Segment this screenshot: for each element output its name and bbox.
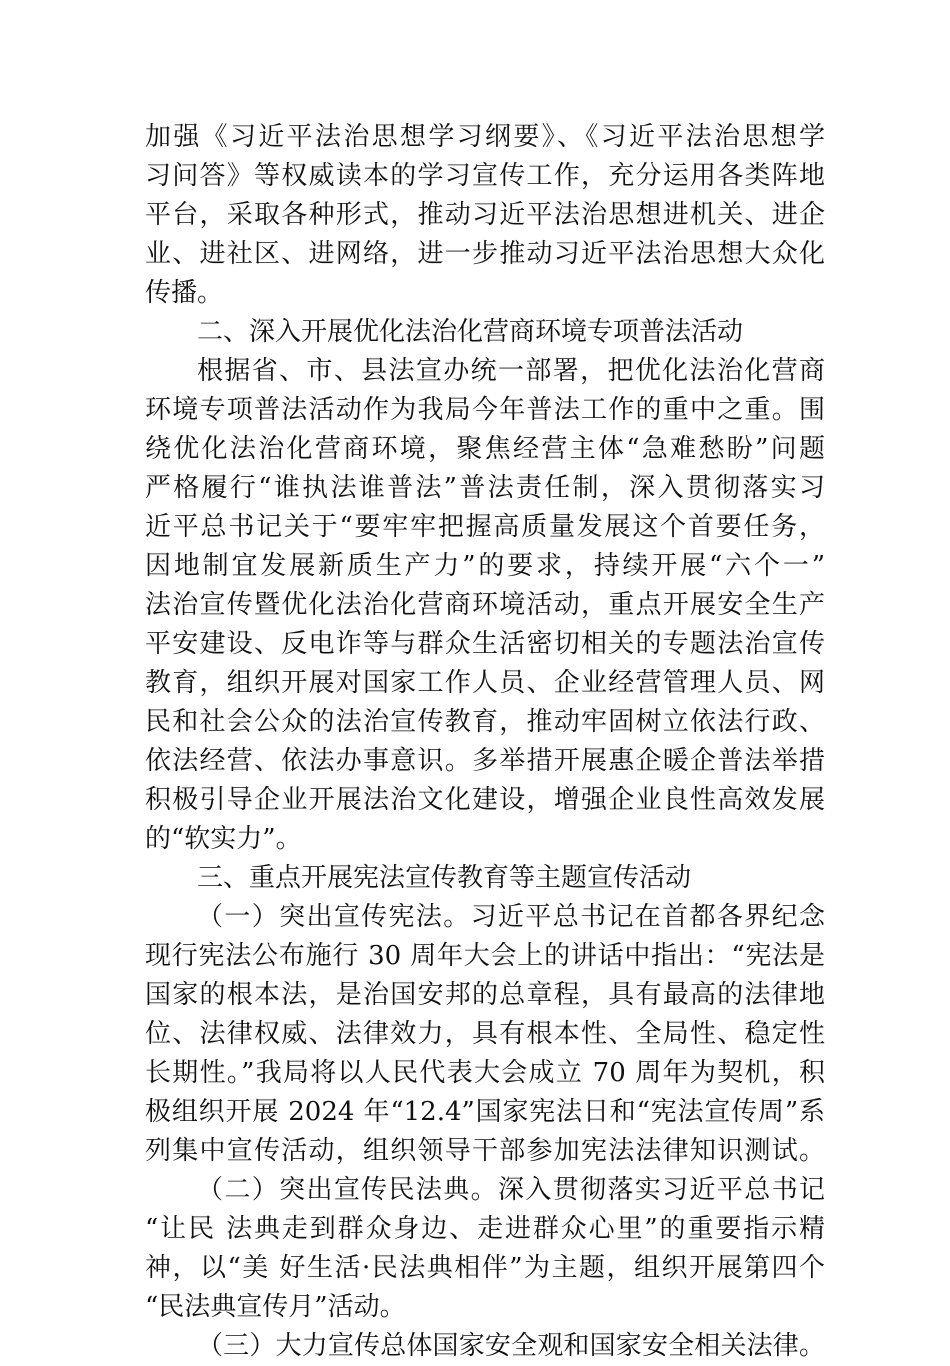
document-line: 三、重点开展宪法宣传教育等主题宣传活动 — [197, 863, 692, 893]
document-line: 列集中宣传活动，组织领导干部参加宪法法律知识测试。 — [145, 1136, 825, 1166]
document-line: 依法经营、依法办事意识。多举措开展惠企暖企普法举措 — [145, 746, 825, 776]
document-line: （一）突出宣传宪法。习近平总书记在首都各界纪念 — [197, 902, 825, 932]
document-line: 习问答》等权威读本的学习宣传工作，充分运用各类阵地 — [145, 161, 825, 191]
document-line: 平台，采取各种形式，推动习近平法治思想进机关、进企 — [145, 200, 825, 230]
document-line: 位、法律权威、法律效力，具有根本性、全局性、稳定性 — [145, 1019, 825, 1049]
document-line: 因地制宜发展新质生产力”的要求，持续开展“六个一” — [145, 551, 825, 581]
document-line: 现行宪法公布施行 30 周年大会上的讲话中指出：“宪法是 — [145, 941, 825, 971]
document-line: “让民 法典走到群众身边、走进群众心里”的重要指示精 — [145, 1214, 825, 1244]
document-line: 根据省、市、县法宣办统一部署，把优化法治化营商 — [197, 356, 825, 386]
document-line: （二）突出宣传民法典。深入贯彻落实习近平总书记 — [197, 1175, 825, 1205]
document-line: 环境专项普法活动作为我局今年普法工作的重中之重。围 — [145, 395, 825, 425]
document-line: （三）大力宣传总体国家安全观和国家安全相关法律。 — [197, 1331, 825, 1361]
document-line: 教育，组织开展对国家工作人员、企业经营管理人员、网 — [145, 668, 825, 698]
document-line: 传播。 — [145, 278, 224, 308]
document-line: 民和社会公众的法治宣传教育，推动牢固树立依法行政、 — [145, 707, 825, 737]
document-line: 绕优化法治化营商环境，聚焦经营主体“急难愁盼”问题 — [145, 434, 825, 464]
document-line: 神，以“美 好生活·民法典相伴”为主题，组织开展第四个 — [145, 1253, 825, 1283]
document-line: 业、进社区、进网络，进一步推动习近平法治思想大众化 — [145, 239, 825, 269]
document-body — [145, 118, 825, 1366]
document-line: 二、深入开展优化法治化营商环境专项普法活动 — [197, 317, 744, 347]
document-line: 近平总书记关于“要牢牢把握高质量发展这个首要任务， — [145, 512, 825, 542]
document-line: 长期性。”我局将以人民代表大会成立 70 周年为契机，积 — [145, 1058, 825, 1088]
document-line: 严格履行“谁执法谁普法”普法责任制，深入贯彻落实习 — [145, 473, 825, 503]
document-line: 极组织开展 2024 年“12.4”国家宪法日和“宪法宣传周”系 — [145, 1097, 825, 1127]
document-line: 积极引导企业开展法治文化建设，增强企业良性高效发展 — [145, 785, 825, 815]
document-line: “民法典宣传月”活动。 — [145, 1292, 406, 1322]
document-line: 法治宣传暨优化法治化营商环境活动，重点开展安全生产 — [145, 590, 825, 620]
document-line: 的“软实力”。 — [145, 824, 302, 854]
document-line: 国家的根本法，是治国安邦的总章程，具有最高的法律地 — [145, 980, 825, 1010]
document-line: 平安建设、反电诈等与群众生活密切相关的专题法治宣传 — [145, 629, 825, 659]
document-line: 加强《习近平法治思想学习纲要》、《习近平法治思想学 — [145, 122, 825, 152]
